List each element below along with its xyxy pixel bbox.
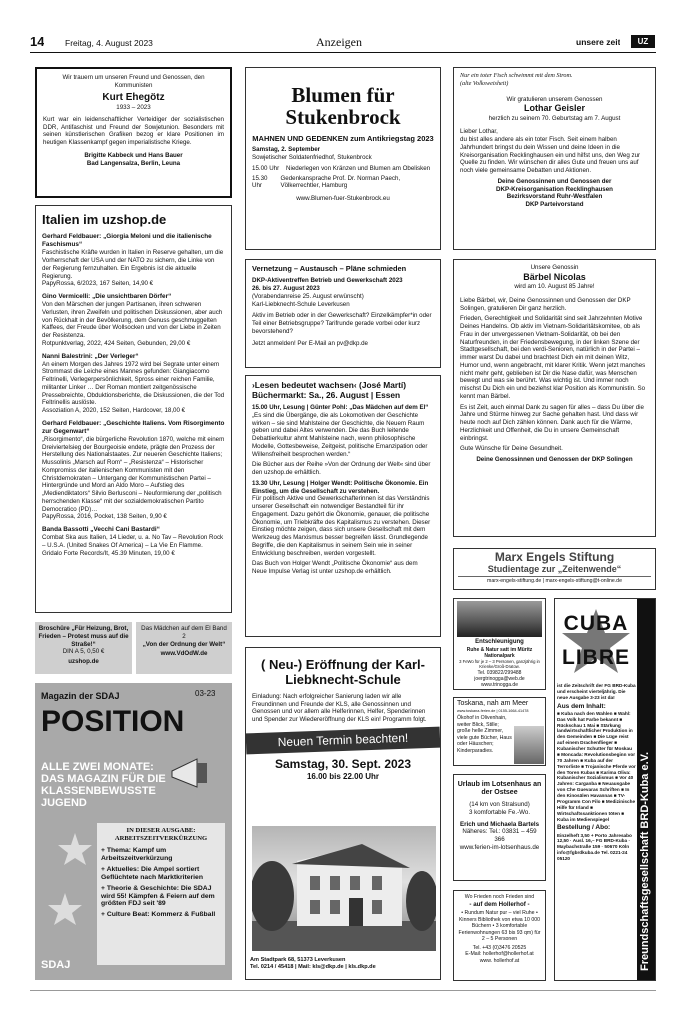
geisler-name: Lothar Geisler: [523, 103, 586, 114]
italien-item-price: Assoziation A, 2020, 152 Seiten, Hardcover, 18,00 €: [42, 407, 186, 414]
star-decor-icon: [45, 823, 105, 953]
urlaub-url[interactable]: www.ferien-im-lotsenhaus.de: [459, 843, 540, 851]
broschure-title: Broschüre „Für Heizung, Brot, Frieden – Protest muss auf die Straße!“: [38, 625, 129, 648]
page-number: 14: [30, 34, 45, 49]
cuba-order: Einzelheft 3,50 + Porto Jahresabo 12,50 · Ausl. 16,– FG BRD-Kuba · Maybachstraße 159 · 50670 Köln info@fgbrdkuba.de Tel. 0221-24 05120: [557, 832, 632, 861]
vernetzung-cta[interactable]: Jetzt anmelden! Per E-Mail an pv@dkp.de: [252, 339, 368, 347]
marx-url[interactable]: marx-engels-stiftung.de | marx-engels-stiftung@t-online.de: [458, 576, 651, 585]
position-headline: ALLE ZWEI MONATE: DAS MAGAZIN FÜR DIE KLASSENBEWUSSTE JUGEND: [41, 761, 166, 810]
geisler-text2: du bist alles andere als ein toter Fisch. Seit einem halben Jahrhundert bringst du dein Wissen und deine Ideen in die Kreisorganisation Recklinghausen ein und hilfst uns, den Weg zur Quelle zu finden. Wir wünschen dir alles Gute und freuen uns auf noch viele gemeinsame Debatten und Aktionen.: [460, 136, 641, 174]
italien-item-title: Nanni Balestrini: „Der Verleger“: [42, 352, 139, 360]
italien-list: [42, 233, 225, 557]
kls-address: Am Stadtpark 68, 51373 Leverkusen: [250, 957, 346, 963]
vernetzung-place: Karl-Liebknecht-Schule Leverkusen: [252, 300, 350, 308]
hollerhof-l1: Wo Frieden noch Frieden sind: [464, 894, 535, 900]
hollerhof-l2: - auf dem Hollerhof -: [469, 900, 530, 908]
position-contents: [97, 823, 225, 965]
marx-sub: Studientage zur „Zeitenwende“: [487, 564, 622, 575]
position-bullet: + Thema: Kampf um Arbeitszeitverkürzung: [101, 847, 173, 863]
nicolas-intro: Unsere Genossin: [530, 264, 579, 271]
nicolas-sub: wird am 10. August 85 Jahre!: [514, 283, 595, 290]
geisler-quote-source: (alte Volksweisheit): [460, 79, 509, 87]
maedchen-link[interactable]: www.VdOdW.de: [160, 650, 208, 658]
ehegoetz-sign1: Brigitte Kabbeck und Hans Bauer: [84, 151, 183, 159]
italien-item-desc: „Risorgimento“, die bürgerliche Revolution 1870, welche mit einem Dreiviertelsieg der Bourgeoisie endete, prägte den Prozess der Herstellung des Nationalstaates. Zur neueren Geschichte Italiens; Mussolinis „Marsch auf Rom“ – „Resistenza“ – Historischer Kompromiss der italienischen Kommunisten mit den Christdemokraten – Untergang der Kommunistischen Partei – Hintergründe und Mord an Aldo Moro – Aufstieg des „Mediendiktators“ Silvio Berlusconi – Neuformierung der „politisch herrschenden Klasse“ mit der sozialdemokratischen Partito Democratico (PD)…: [42, 435, 225, 513]
ad-nicolas: [453, 259, 656, 537]
ad-cuba-libre: [554, 598, 656, 981]
toskana-photo: [514, 726, 544, 764]
cuba-side-band: [637, 599, 656, 980]
kls-building-photo: [252, 826, 436, 951]
vernetzung-dates: 26. bis 27. August 2023: [252, 285, 320, 292]
megaphone-icon: [167, 753, 227, 793]
blumen-place: Sowjetischer Soldatenfriedhof, Stukenbrock: [252, 154, 372, 162]
italien-item-title: Gino Vermicelli: „Die unsichtbaren Dörfer“: [42, 293, 172, 300]
ad-ehegoetz: [35, 67, 232, 198]
position-magazin: Magazin der SDAJ: [41, 691, 120, 701]
hollerhof-url[interactable]: www. hollerhof.at: [479, 957, 520, 964]
ent-photo: [457, 601, 542, 637]
italien-item-title: Banda Bassotti „Vecchi Cani Bastardi“: [42, 526, 160, 533]
cuba-inhalt: Aus dem Inhalt:: [557, 702, 606, 710]
lesen-s1: 15.00 Uhr, Lesung | Günter Pohl: „Das Mädchen auf dem El“: [252, 404, 429, 412]
position-footer: SDAJ: [41, 959, 71, 971]
blumen-event2: Gedenkansprache Prof. Dr. Norman Paech, Völkerrechtler, Hamburg: [280, 174, 401, 190]
lesen-d2b: Das Buch von Holger Wendt „Politische Ökonomie“ aus dem Neue Impulse Verlag ist unter uzshop.de erhältlich.: [252, 560, 418, 576]
nicolas-p1: Liebe Bärbel, wir, Deine Genossinnen und Genossen der DKP Solingen, gratulieren Dir ganz herzlich.: [460, 296, 631, 312]
nicolas-p4: Gute Wünsche für Deine Gesundheit.: [460, 445, 563, 453]
blumen-time1: 15.00 Uhr: [252, 164, 280, 172]
blumen-time2: 15.30 Uhr: [252, 174, 268, 190]
ent-phone: Tel. 039822/299488: [477, 669, 522, 676]
broschure-link[interactable]: uzshop.de: [68, 658, 99, 665]
italien-item-price: Gridalo Forte Records/It, 45.39 Minuten, 19,00 €: [42, 549, 175, 557]
italien-item: [42, 233, 225, 288]
kls-time: 16.00 bis 22.00 Uhr: [306, 771, 380, 781]
blumen-title: Blumen für Stukenbrock: [285, 83, 401, 130]
lesen-s2: 13.30 Uhr, Lesung | Holger Wendt: Politische Ökonomie. Ein Einstieg, um die Gesellschaft zu verstehen.: [252, 479, 429, 495]
position-bullet: + Theorie & Geschichte: Die SDAJ wird 55! Kämpfen & Feiern auf dem größten FDJ seit '89: [101, 884, 215, 908]
vernetzung-title: Vernetzung – Austausch – Pläne schmieden: [252, 264, 407, 273]
ehegoetz-years: 1933 – 2023: [116, 104, 151, 111]
toskana-text: Ökohof in Olivenhain, weiter Blick, Stille; große helle Zimmer, viele gute Bücher, Haus oder Häuschen; Kinderparadies.: [457, 715, 512, 754]
position-issue: 03-23: [195, 689, 216, 698]
ad-marx-engels: [453, 548, 656, 590]
ent-mail[interactable]: joergtrinogga@web.de: [474, 675, 525, 682]
cuba-body: [557, 683, 636, 862]
ad-maedchen: [136, 622, 232, 674]
ad-blumen: [245, 67, 441, 250]
urlaub-phone: Näheres: Tel.: 03831 – 459 366: [462, 828, 537, 844]
ehegoetz-intro: Wir trauern um unseren Freund und Genossen, den Kommunisten: [62, 74, 205, 89]
urlaub-names: Erich und Michaela Bartels: [459, 820, 540, 828]
ad-kls: [245, 647, 441, 980]
position-bullet: + Culture Beat: Kommerz & Fußball: [101, 911, 216, 919]
position-title: POSITION: [41, 705, 185, 738]
hollerhof-text: • Rundum Natur pur – viel Ruhe • Kinners Bibliothek von etwa 10 000 Büchern • 3 komfortable Ferienwohnungen 63 bis 93 qm) für 2 – 5 Personen: [458, 910, 541, 943]
kls-title: ( Neu-) Eröffnung der Karl-Liebknecht-Schule: [261, 657, 425, 687]
ad-geisler: [453, 67, 656, 250]
ent-l2: 3 FeWo für je 2 – 3 Personen, ganzjährig in Krienke/Groß-Dratow.: [459, 659, 540, 670]
ad-vernetzung: [245, 259, 441, 368]
kls-contact[interactable]: Tel. 0214 / 45418 | Mail: kls@dkp.de | kls.dkp.de: [250, 963, 376, 970]
section-title: Anzeigen: [316, 35, 362, 49]
blumen-row2: [252, 175, 434, 191]
ent-url[interactable]: www.trinogga.de: [481, 682, 518, 688]
position-bullets: [101, 847, 221, 919]
italien-item-price: Rotpunktverlag, 2022, 424 Seiten, Gebunden, 29,00 €: [42, 339, 191, 347]
italien-item: [42, 293, 225, 348]
geisler-sub: herzlich zu seinem 70. Geburtstag am 7. August: [488, 114, 621, 122]
cuba-bestellung: Bestellung / Abo:: [557, 824, 611, 832]
header-rule: [30, 52, 656, 53]
blumen-sub: MAHNEN UND GEDENKEN zum Antikriegstag 2023: [252, 134, 434, 144]
nicolas-p3: Es ist Zeit, auch einmal Dank zu sagen für alles – dass Du über die Jahre und Stürme hinweg zur Sache gehalten hast. Und dass wir heute noch auf Dich zählen können. Dank auch für die Wärme, Herzlichkeit und Offenheit, die Du in unsere Gemeinschaft einbringst.: [460, 403, 644, 442]
kls-footer: [250, 957, 438, 971]
italien-item: [42, 353, 225, 415]
brand-name: unsere zeit: [576, 37, 621, 47]
vernetzung-note: (Vorabendanreise 25. August erwünscht): [252, 292, 364, 300]
libre-word: LIBRE: [562, 646, 630, 669]
marx-title: Marx Engels Stiftung: [494, 550, 615, 564]
lesen-title: ›Lesen bedeutet wachsen‹ (José Martí) Büchermarkt: Sa., 26. August | Essen: [252, 380, 407, 401]
kls-date: Samstag, 30. Sept. 2023: [274, 756, 412, 771]
geisler-sign2: DKP-Kreisorganisation Recklinghausen: [496, 185, 613, 193]
position-bullet: + Aktuelles: Die Ampel sortiert Geflüchtete nach Marktkriterien: [101, 866, 203, 881]
ehegoetz-name: Kurt Ehegötz: [102, 91, 165, 103]
geisler-sign3: Bezirksvorstand Ruhr-Westfalen: [506, 193, 603, 201]
lesen-d2: Für politisch Aktive und Gewerkschafterinnen ist das Verständnis unserer Gesellschaft ein notwendiger Bestandteil für ihr Engagement. Dazu gehört die Ökonomie, genauer, die politische Ökonomie, um Triebkräfte des Kapitalismus zu verstehen. Dieser Einstieg möchte zeigen, dass sich unsere Gesellschaft mit dem Werkzeug des Marxismus besser begreifen lässt. Grundlegende Begriffe, die den Kapitalismus in seinem Sein wie in seiner Entwicklung beschreiben, werden vorgestellt.: [252, 495, 431, 557]
italien-item-title: Gerhard Feldbauer: „Giorgia Meloni und die italienische Faschismus“: [42, 233, 212, 249]
blumen-sat: Samstag, 2. September: [252, 146, 321, 154]
ehegoetz-sign2: Bad Langensalza, Berlin, Leuna: [86, 159, 181, 167]
italien-item: [42, 526, 225, 557]
urlaub-title: Urlaub im Lotsenhaus an der Ostsee: [457, 781, 542, 797]
ent-title: Entschleunigung: [475, 639, 524, 645]
kls-text: Einladung: Nach erfolgreicher Sanierung laden wir alle Freundinnen und Freunde der KLS, alle Genossinnen und Genossen und vor allem alle Helferinnen, Helfer, Spenderinnen und Spender zur Wiedereröffnung der KLS ein! Programm folgt.: [252, 692, 427, 724]
urlaub-l1: (14 km von Stralsund): [469, 801, 530, 809]
ad-entschleunigung: [453, 598, 546, 690]
issue-date: Freitag, 4. August 2023: [65, 38, 153, 48]
italien-title: Italien im uzshop.de: [42, 212, 167, 227]
lesen-d1: „Es sind die Übergänge, die als Lokomotiven der Geschichte wirken – sie sind Mahlsteine der Geschichte, die Neuem Raum geben und dabei Altes verwenden. Die das Buch leitende Debattierkultur ahmt Mahlsteine nach, wenn philosophische Modelle, Gottesbeweise, Zeitgeist, politische Emanzipation oder Willensfreiheit besprochen werden.“: [252, 411, 428, 458]
toskana-title: Toskana, nah am Meer: [457, 700, 529, 707]
hollerhof-mail[interactable]: E-Mail: hollerhof@hollerhof.at: [465, 951, 534, 958]
footer-rule: [30, 990, 656, 991]
ehegoetz-text: Kurt war ein leidenschaftlicher Verteidiger der sozialistischen DDR, Antifaschist und Freund der Sowjetunion. Besonders mit seinen künstlerischen Grafiken bezog er klare Positionen im heutigen Klassenkampf gegen imperialistische Kriege.: [43, 115, 224, 146]
italien-item-desc: Combat Ska aus Italien, 14 Lieder, u. a. No Tav – Revolution Rock – U.S.A. (United Snakes Of America) – La Vie En Flamme.: [42, 534, 224, 549]
maedchen-sub: „Von der Ordnung der Welt“: [142, 640, 226, 648]
blumen-url[interactable]: www.Blumen-fuer-Stukenbrock.eu: [296, 195, 390, 203]
nicolas-name: Bärbel Nicolas: [523, 271, 586, 282]
ad-position: [35, 683, 232, 980]
geisler-intro: Wir gratulieren unserem Genossen: [506, 95, 603, 103]
geisler-sign4: DKP Parteivorstand: [525, 201, 584, 208]
italien-item-desc: An einem Morgen des Jahres 1972 wird bei Segrate unter einem Strommast die Leiche eines Mannes gefunden: Giangiacomo Feltrinelli, Verlegerpersönlichkeit, Spross einer reichen Familie, militanter Linker … Der Roman montiert zeitgenössische Pressebreichte, Obduktionsberichte, die Diskussionen, die der Tod Feltrinellis auslöste.: [42, 360, 225, 407]
geisler-sign1: Deine Genossinnen und Genossen der: [497, 177, 612, 185]
italien-item: [42, 420, 225, 521]
italien-item-desc: Von den Märschen der jungen Partisanen, ihren schweren Verlusten, ihren Zweifeln und politischen Diskussionen, aber auch von Rückhalt in der Bevölkerung, dem Genuss geschmuggelten Kaffees, der Freude über Wollsocken und von der Liebe in Zeiten der Resistenza.: [42, 301, 223, 339]
cuba-logo: [560, 603, 632, 679]
cuba-word: CUBA: [563, 612, 629, 635]
cuba-side-text: Freundschaftsgesellschaft BRD-Kuba e.V.: [639, 751, 651, 971]
position-ausgabe: IN DIESER AUSGABE: ARBEITSZEITVERKÜRZUNG: [114, 827, 208, 843]
italien-item-desc: Faschistische Kräfte wurden in Italien in Reserve gehalten, um die Vorherrschaft der USA und der NATO zu sichern, die Linke von der Regierung fernzuhalten. Ein Ergebnis ist die aktuelle Regierung.: [42, 249, 224, 280]
kls-banner: Neuen Termin beachten!: [246, 726, 441, 754]
vernetzung-sub: DKP-Aktiventreffen Betrieb und Gewerkschaft 2023: [252, 277, 403, 285]
ent-l1: Ruhe & Natur satt im Müritz Nationalpark: [466, 646, 533, 659]
uz-logo: UZ: [631, 35, 655, 48]
ad-hollerhof: [453, 890, 546, 981]
italien-item-price: PapyRossa, 6/2023, 167 Seiten, 14,90 €: [42, 280, 154, 288]
vernetzung-text: Aktiv im Betrieb oder in der Gewerkschaft? Einzelkämpfer*in oder Teil einer Betriebsgruppe? Tarifrunde gerade vorbei oder kurz bevorstehend?: [252, 312, 432, 335]
ad-lesen: [245, 375, 441, 637]
broschure-format: DIN A 5, 0,50 €: [62, 648, 105, 656]
ad-italien: [35, 205, 232, 613]
maedchen-title: Das Mädchen auf dem El Band 2: [141, 625, 227, 640]
ad-urlaub: [453, 774, 546, 881]
hollerhof-phone: Tel. +43 (0)3476 20525: [472, 944, 527, 951]
cuba-intro: ist die Zeitschrift der FG BRD-Kuba und erscheint vierteljährig. Die neue Ausgabe 3-23 ist da!: [557, 683, 636, 700]
ad-toskana: [453, 697, 546, 766]
nicolas-sign: Deine Genossinnen und Genossen der DKP Solingen: [476, 456, 633, 463]
blumen-event1: Niederlegen von Kränzen und Blumen am Obelisken: [286, 164, 431, 172]
lesen-d1b: Die Bücher aus der Reihe »Von der Ordnung der Welt« sind über den uzshop.de erhältlich.: [252, 461, 431, 477]
blumen-row1: [252, 165, 434, 173]
italien-item-price: PapyRossa, 2016, Pocket, 138 Seiten, 9,90 €: [42, 513, 167, 521]
urlaub-l2: 3 komfortable Fe.-Wo.: [468, 808, 531, 816]
ad-broschure: [35, 622, 132, 674]
toskana-url[interactable]: www.toskana-ferien.de | 0155-1664-41478: [457, 708, 529, 713]
geisler-quote: Nur ein toter Fisch schwimmt mit dem Strom.: [460, 72, 573, 79]
italien-item-title: Gerhard Feldbauer: „Geschichte Italiens. Vom Risorgimento zur Gegenwart“: [42, 419, 225, 435]
cuba-items: ■ Kuba nach den Wahlen ■ Wahl: Das Volk hat Farbe bekannt ■ Rückschau 1 Mai ■ Stärkung landwirtschaftlicher Produktion in den Gemeinden ■ Die Lüge reist auf einem Drachenflieger ■ Kubanischer Schutter für Moskau ■ Moncada: Revolutionsbeginn vor 70 Jahren ■ Kuba auf der Terrorliste ■ Trojanische Pferde vor den Toren Kubas ■ Karima Oliva: Kubanischer Sozialismus ■ Vor 40 Jahren: Carganba ■ Neuausgabe von Che Guevaras Schriften ■ In den Kinosälen Havannas ■ TV-Programm Con Filo ■ Medizinische Hilfe für Irland ■ Wirtschaftssanktionen töten ■ Kuba im Medienspiegel: [557, 710, 636, 822]
geisler-text1: Lieber Lothar,: [460, 128, 498, 136]
nicolas-p2: Frieden, Gerechtigkeit und Solidarität sind seit Jahrzehnten Motive Deines Handelns. Ob aktiv im Vietnam-Solidaritätskomitee, ob als Frau in der unvergessenen Vietnam-Solidarität, ob bei den Naturfreunden, in der Friedensbewegung, in der linken Szene der Stadtgesellschaft, bei den verdi-Senioren, natürlich in der Partei – immer warst Du dabei und brachtest Dich ein mit deinen Witz, Humor und, wenn angebracht, mit klarer Kritik. Wenn jetzt manches nicht mehr geht, geblieben ist Dir die Nase dafür, was Menschen bewegt und was sie berührt. Was wichtig ist. Und immer noch mischst Du Dich ein und beziehst klar Position als Kommunistin. So kennt man Bärbel.: [460, 315, 646, 400]
